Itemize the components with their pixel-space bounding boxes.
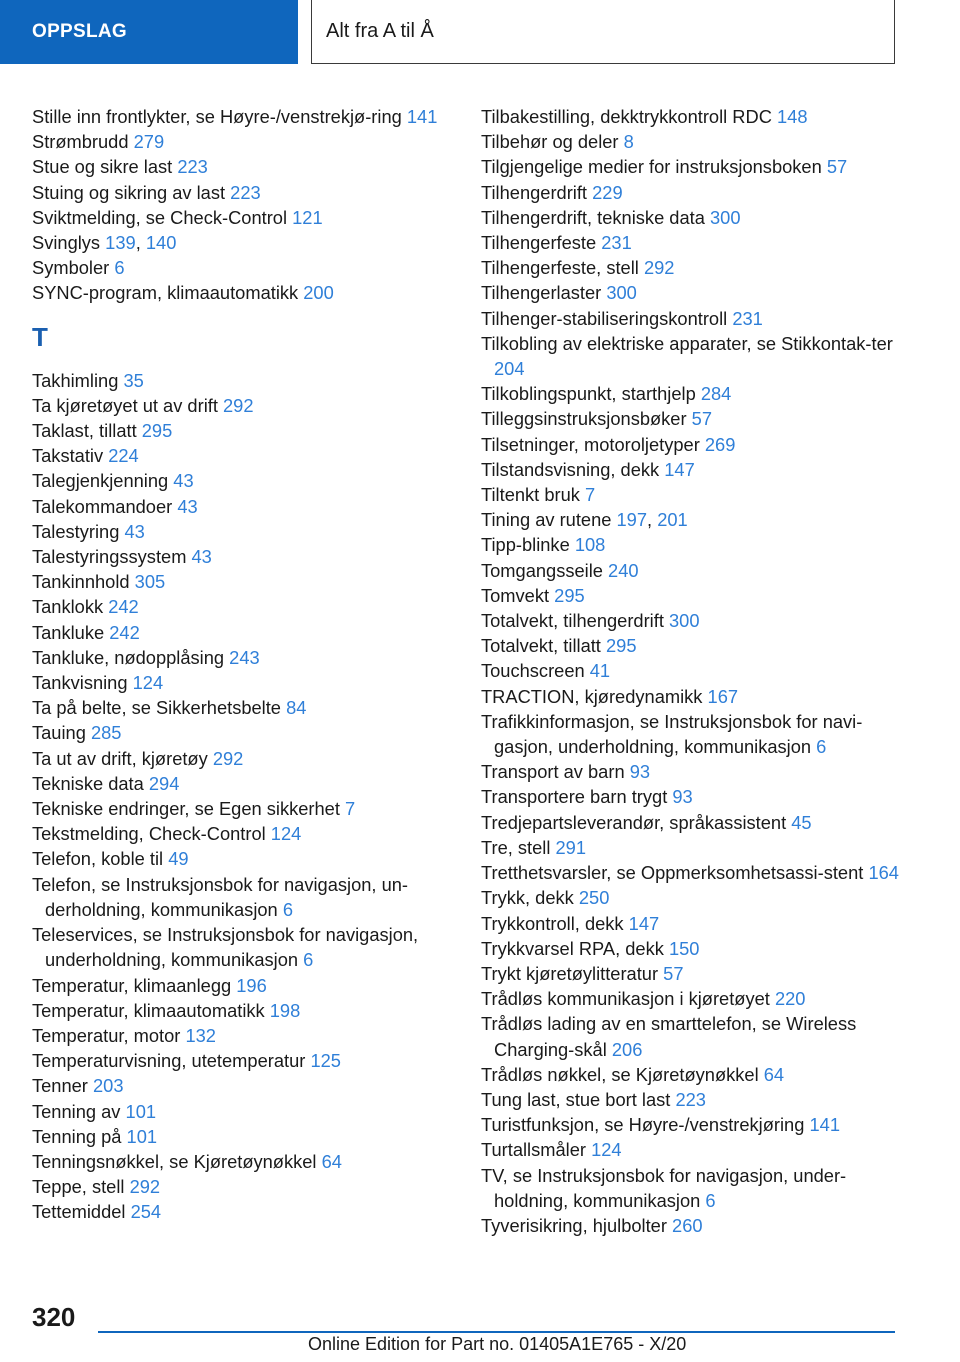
index-term: Transport av barn bbox=[481, 761, 625, 783]
index-term: Tilleggsinstruksjonsbøker bbox=[481, 408, 687, 430]
index-entry bbox=[481, 961, 901, 986]
index-entry bbox=[32, 154, 442, 179]
index-entry bbox=[32, 104, 442, 129]
page-reference-link[interactable]: 8 bbox=[623, 131, 634, 153]
index-entry bbox=[32, 796, 442, 821]
page-reference-link[interactable]: 223 bbox=[230, 181, 261, 203]
page-reference-link[interactable]: 101 bbox=[125, 1100, 157, 1122]
index-entry bbox=[32, 468, 442, 493]
page-reference-link[interactable]: 108 bbox=[574, 534, 606, 556]
page-reference-link[interactable]: 141 bbox=[809, 1114, 841, 1136]
page-reference-link[interactable]: 84 bbox=[286, 697, 307, 719]
page-reference-link[interactable]: 292 bbox=[643, 257, 675, 279]
section-letter: T bbox=[32, 321, 48, 352]
index-entry bbox=[481, 1213, 901, 1238]
index-term: Tilhengerfeste, stell bbox=[481, 257, 639, 279]
index-term: Tenning på bbox=[32, 1125, 122, 1147]
index-term: Telefon, koble til bbox=[32, 848, 164, 870]
page-reference-link[interactable]: 220 bbox=[774, 988, 806, 1010]
page-reference-link[interactable]: 124 bbox=[132, 672, 164, 694]
index-term: Tenning av bbox=[32, 1100, 121, 1122]
index-term: Temperatur, klimaautomatikk bbox=[32, 999, 265, 1021]
index-term: Tauing bbox=[32, 722, 86, 744]
index-term: Tilstandsvisning, dekk bbox=[481, 458, 660, 480]
page-number: 320 bbox=[32, 1302, 76, 1332]
page-reference-link[interactable]: 295 bbox=[605, 635, 637, 657]
page-reference-link[interactable]: 140 bbox=[145, 232, 177, 254]
index-term: Tilgjengelige medier for instruksjonsboken bbox=[481, 156, 822, 178]
page-reference-link[interactable]: 121 bbox=[292, 206, 323, 228]
index-term: Totalvekt, tillatt bbox=[481, 635, 601, 657]
page-reference-link[interactable]: 201 bbox=[657, 509, 688, 531]
page-reference-link[interactable]: 139 bbox=[105, 232, 136, 254]
index-term: Tekniske data bbox=[32, 772, 144, 794]
page-reference-link[interactable]: 198 bbox=[269, 999, 301, 1021]
index-entry bbox=[32, 255, 442, 280]
index-entry bbox=[32, 1174, 442, 1199]
index-entry bbox=[481, 129, 901, 154]
page-reference-link[interactable]: 269 bbox=[704, 433, 736, 455]
page-reference-link[interactable]: 295 bbox=[554, 584, 585, 606]
index-term: Tredjepartsleverandør, språkassistent bbox=[481, 811, 787, 833]
page-reference-link[interactable]: 35 bbox=[123, 369, 144, 391]
index-entry bbox=[32, 368, 442, 393]
page-reference-link[interactable]: 141 bbox=[406, 106, 438, 127]
page-reference-link[interactable]: 294 bbox=[148, 772, 180, 794]
page-reference-link[interactable]: 203 bbox=[93, 1075, 124, 1097]
index-entry bbox=[481, 1137, 901, 1162]
page-reference-link[interactable]: 250 bbox=[578, 887, 610, 909]
index-entry bbox=[32, 620, 442, 645]
index-entry bbox=[481, 658, 901, 683]
page-reference-link[interactable]: 7 bbox=[584, 484, 596, 506]
index-entry bbox=[481, 532, 901, 557]
index-term: Tenningsnøkkel, se Kjøretøynøkkel bbox=[32, 1150, 317, 1172]
page-reference-link[interactable]: 6 bbox=[705, 1189, 716, 1211]
page-reference-link[interactable]: 43 bbox=[173, 470, 194, 492]
index-entry bbox=[32, 1124, 442, 1149]
index-entry bbox=[481, 885, 901, 910]
index-term: Teppe, stell bbox=[32, 1176, 125, 1198]
index-term: Tre, stell bbox=[481, 836, 551, 858]
index-entry bbox=[481, 1062, 901, 1087]
index-term: Strømbrudd bbox=[32, 131, 129, 153]
index-entry bbox=[32, 846, 442, 871]
page-reference-link[interactable]: 101 bbox=[126, 1125, 158, 1147]
index-term: Tilhengerfeste bbox=[481, 232, 597, 254]
index-term: Tretthetsvarsler, se Oppmerksomhetsassi-stent bbox=[481, 862, 864, 884]
page-reference-link[interactable]: 6 bbox=[303, 949, 314, 971]
index-entry bbox=[32, 418, 442, 443]
page-reference-link[interactable]: 254 bbox=[130, 1201, 162, 1223]
index-list-t bbox=[32, 368, 442, 1225]
index-term: Ta kjøretøyet ut av drift bbox=[32, 394, 218, 416]
index-entry bbox=[481, 608, 901, 633]
index-term: Tung last, stue bort last bbox=[481, 1088, 671, 1110]
index-entry bbox=[481, 306, 901, 331]
index-term: Tilsetninger, motoroljetyper bbox=[481, 433, 700, 455]
page-reference-link[interactable]: 300 bbox=[710, 206, 741, 228]
page-reference-link[interactable]: 242 bbox=[109, 621, 140, 643]
index-term: Tiltenkt bruk bbox=[481, 484, 580, 506]
index-list-t-continued bbox=[481, 104, 901, 1238]
index-entry bbox=[32, 1199, 442, 1224]
page-reference-link[interactable]: 7 bbox=[345, 798, 356, 820]
index-term: Trådløs nøkkel, se Kjøretøynøkkel bbox=[481, 1063, 759, 1085]
page-reference-link[interactable]: 45 bbox=[791, 811, 812, 833]
index-entry bbox=[32, 821, 442, 846]
index-term: Trykt kjøretøylitteratur bbox=[481, 962, 659, 984]
page-reference-link[interactable]: 231 bbox=[732, 307, 763, 329]
index-entry bbox=[32, 746, 442, 771]
page-reference-link[interactable]: 164 bbox=[868, 862, 899, 884]
index-entry bbox=[32, 393, 442, 418]
index-entry bbox=[32, 1149, 442, 1174]
index-entry bbox=[481, 1163, 901, 1213]
index-entry bbox=[481, 684, 901, 709]
index-entry bbox=[32, 280, 442, 305]
index-entry bbox=[481, 810, 901, 835]
index-entry bbox=[481, 406, 901, 431]
page-reference-link[interactable]: 279 bbox=[133, 131, 165, 153]
index-term: Tomgangsseile bbox=[481, 559, 603, 581]
page-reference-link[interactable]: 223 bbox=[675, 1088, 706, 1110]
edition-footer: Online Edition for Part no. 01405A1E765 - X/20 bbox=[308, 1334, 687, 1354]
page-reference-link[interactable]: 206 bbox=[611, 1038, 643, 1060]
page-reference-link[interactable]: 300 bbox=[669, 610, 700, 632]
index-term: Stille inn frontlykter, se Høyre-/venstrekjø-ring bbox=[32, 106, 402, 127]
index-entry bbox=[32, 494, 442, 519]
index-entry bbox=[481, 104, 901, 129]
index-entry bbox=[481, 633, 901, 658]
index-term: TV, se Instruksjonsbok for navigasjon, under-holdning, kommunikasjon bbox=[481, 1164, 847, 1211]
page-reference-link[interactable]: 148 bbox=[777, 106, 808, 127]
page-reference-link[interactable]: 150 bbox=[668, 937, 700, 959]
footer-divider bbox=[98, 1331, 895, 1333]
index-entry bbox=[481, 280, 901, 305]
index-term: Tilkoblingspunkt, starthjelp bbox=[481, 383, 696, 405]
index-term: Trykkvarsel RPA, dekk bbox=[481, 937, 664, 959]
index-entry bbox=[32, 695, 442, 720]
page-reference-link[interactable]: 243 bbox=[229, 646, 260, 668]
page-reference-link[interactable]: 6 bbox=[114, 257, 125, 279]
page-reference-link[interactable]: 43 bbox=[191, 546, 212, 568]
index-term: Touchscreen bbox=[481, 660, 585, 682]
page-reference-link[interactable]: 124 bbox=[591, 1139, 622, 1161]
page-reference-link[interactable]: 231 bbox=[601, 232, 632, 254]
page-reference-link[interactable]: 292 bbox=[212, 747, 244, 769]
index-term: Teleservices, se Instruksjonsbok for navigasjon, underholdning, kommunikasjon bbox=[32, 924, 419, 971]
index-entry: Tining av rutene 197, 201 bbox=[481, 509, 688, 531]
page-reference-link[interactable]: 204 bbox=[494, 358, 525, 380]
index-entry bbox=[481, 835, 901, 860]
index-entry bbox=[481, 482, 901, 507]
index-entry bbox=[481, 457, 901, 482]
index-term: Turtallsmåler bbox=[481, 1139, 586, 1161]
index-entry bbox=[481, 1011, 901, 1061]
index-term: Tankluke bbox=[32, 621, 105, 643]
index-term: Talegjenkjenning bbox=[32, 470, 169, 492]
page-reference-link[interactable]: 43 bbox=[124, 520, 145, 542]
index-entry bbox=[481, 381, 901, 406]
index-term: Temperaturvisning, utetemperatur bbox=[32, 1050, 306, 1072]
index-entry bbox=[32, 180, 442, 205]
index-entry bbox=[481, 205, 901, 230]
page-reference-link[interactable]: 57 bbox=[663, 962, 684, 984]
index-term: Taklast, tillatt bbox=[32, 420, 137, 442]
index-term: Tilhenger-stabiliseringskontroll bbox=[481, 307, 728, 329]
page-reference-link[interactable]: 64 bbox=[763, 1063, 785, 1085]
index-entry bbox=[32, 443, 442, 468]
section-tab: OPPSLAG bbox=[0, 0, 298, 64]
index-term: Tipp-blinke bbox=[481, 534, 570, 556]
index-term: Stuing og sikring av last bbox=[32, 181, 226, 203]
index-term: Tankinnhold bbox=[32, 571, 130, 593]
index-column-right bbox=[481, 104, 901, 1238]
index-term: Trådløs lading av en smarttelefon, se Wireless Charging-skål bbox=[481, 1013, 857, 1060]
page-reference-link[interactable]: 132 bbox=[185, 1024, 216, 1046]
index-entry bbox=[481, 1112, 901, 1137]
index-term: Tettemiddel bbox=[32, 1201, 126, 1223]
index-entry bbox=[481, 558, 901, 583]
index-column-left bbox=[32, 104, 442, 1225]
index-entry bbox=[481, 911, 901, 936]
index-entry bbox=[32, 1099, 442, 1124]
page-reference-link[interactable]: 93 bbox=[629, 761, 651, 783]
index-term: Tilhengerdrift, tekniske data bbox=[481, 206, 705, 228]
index-term: TRACTION, kjøredynamikk bbox=[481, 685, 703, 707]
page-reference-link[interactable]: 224 bbox=[108, 445, 139, 467]
index-entry bbox=[481, 860, 901, 885]
page-reference-link[interactable]: 197 bbox=[616, 509, 648, 531]
index-term: Ta på belte, se Sikkerhetsbelte bbox=[32, 697, 281, 719]
index-term: Totalvekt, tilhengerdrift bbox=[481, 610, 664, 632]
chapter-title: Alt fra A til Å bbox=[311, 0, 895, 64]
index-entry bbox=[32, 544, 442, 569]
index-term: Talestyring bbox=[32, 520, 120, 542]
index-entry bbox=[481, 180, 901, 205]
index-entry bbox=[481, 1087, 901, 1112]
index-term: Tomvekt bbox=[481, 584, 550, 606]
index-entry bbox=[481, 230, 901, 255]
index-entry bbox=[32, 1023, 442, 1048]
index-term: Telefon, se Instruksjonsbok for navigasjon, un-derholdning, kommunikasjon bbox=[32, 873, 408, 920]
index-term: Stue og sikre last bbox=[32, 156, 173, 178]
index-entry bbox=[32, 922, 442, 972]
page-reference-link[interactable]: 64 bbox=[321, 1150, 342, 1172]
index-term: Tilbakestilling, dekktrykkontroll RDC bbox=[481, 106, 772, 127]
index-entry bbox=[32, 519, 442, 544]
index-term: SYNC-program, klimaautomatikk bbox=[32, 282, 299, 304]
index-term: Tilbehør og deler bbox=[481, 131, 619, 153]
index-entry bbox=[481, 331, 901, 381]
page-reference-link[interactable]: 284 bbox=[700, 383, 732, 405]
index-entry bbox=[32, 645, 442, 670]
page-reference-link[interactable]: 295 bbox=[141, 420, 173, 442]
index-entry bbox=[481, 986, 901, 1011]
page-reference-link[interactable]: 49 bbox=[168, 848, 189, 870]
index-entry bbox=[32, 670, 442, 695]
index-term: Symboler bbox=[32, 257, 110, 279]
index-list-s bbox=[32, 104, 442, 306]
page-reference-link[interactable]: 285 bbox=[90, 722, 122, 744]
page-reference-link[interactable]: 147 bbox=[664, 458, 695, 480]
index-term: Talestyringssystem bbox=[32, 546, 187, 568]
page-reference-link[interactable]: 125 bbox=[310, 1050, 341, 1072]
index-entry bbox=[32, 720, 442, 745]
index-term: Talekommandoer bbox=[32, 495, 173, 517]
page-reference-link[interactable]: 200 bbox=[303, 282, 334, 304]
index-entry bbox=[32, 973, 442, 998]
index-term: Tekniske endringer, se Egen sikkerhet bbox=[32, 798, 340, 820]
index-term: Turistfunksjon, se Høyre-/venstrekjøring bbox=[481, 1114, 805, 1136]
index-entry bbox=[481, 154, 901, 179]
index-entry bbox=[32, 205, 442, 230]
page-reference-link[interactable]: 300 bbox=[606, 282, 637, 304]
index-entry bbox=[32, 129, 442, 154]
page-reference-link[interactable]: 147 bbox=[628, 912, 660, 934]
index-term: Tenner bbox=[32, 1075, 88, 1097]
index-term: Tilkobling av elektriske apparater, se Stikkontak-ter bbox=[481, 332, 893, 354]
page-reference-link[interactable]: 229 bbox=[592, 181, 623, 203]
page-reference-link[interactable]: 57 bbox=[826, 156, 848, 178]
index-term: Takhimling bbox=[32, 369, 119, 391]
page-reference-link[interactable]: 41 bbox=[589, 660, 611, 682]
index-term: Tankluke, nødopplåsing bbox=[32, 646, 225, 668]
page-reference-link[interactable]: 240 bbox=[608, 559, 639, 581]
index-term: Svinglys bbox=[32, 232, 101, 254]
page-reference-link[interactable]: 292 bbox=[223, 394, 254, 416]
page-reference-link[interactable]: 292 bbox=[129, 1176, 161, 1198]
page-reference-link[interactable]: 57 bbox=[691, 408, 713, 430]
index-entry bbox=[32, 1048, 442, 1073]
index-term: Tining av rutene bbox=[481, 509, 612, 531]
index-term: Trykk, dekk bbox=[481, 887, 574, 909]
index-entry bbox=[32, 998, 442, 1023]
index-term: Tankvisning bbox=[32, 672, 128, 694]
index-entry bbox=[481, 784, 901, 809]
page-reference-link[interactable]: 291 bbox=[555, 836, 587, 858]
index-term: Trådløs kommunikasjon i kjøretøyet bbox=[481, 988, 770, 1010]
page-reference-link[interactable]: 223 bbox=[177, 156, 208, 178]
index-entry bbox=[481, 759, 901, 784]
index-term: Ta ut av drift, kjøretøy bbox=[32, 747, 208, 769]
index-entry bbox=[32, 771, 442, 796]
index-term: Tanklokk bbox=[32, 596, 104, 618]
page-reference-link[interactable]: 167 bbox=[707, 685, 739, 707]
index-term: Tilhengerlaster bbox=[481, 282, 602, 304]
index-term: Sviktmelding, se Check-Control bbox=[32, 206, 288, 228]
index-entry bbox=[32, 569, 442, 594]
index-term: Trykkontroll, dekk bbox=[481, 912, 624, 934]
page-reference-link[interactable]: 196 bbox=[236, 974, 267, 996]
index-term: Tyverisikring, hjulbolter bbox=[481, 1214, 667, 1236]
index-term: Temperatur, klimaanlegg bbox=[32, 974, 232, 996]
index-entry bbox=[481, 583, 901, 608]
page-reference-link[interactable]: 260 bbox=[672, 1214, 703, 1236]
page-reference-link[interactable]: 305 bbox=[134, 571, 166, 593]
index-term: Trafikkinformasjon, se Instruksjonsbok for navi-gasjon, underholdning, kommunikasjon bbox=[481, 710, 863, 758]
index-entry bbox=[481, 255, 901, 280]
index-entry bbox=[481, 936, 901, 961]
page-reference-link[interactable]: 124 bbox=[270, 823, 302, 845]
index-term: Temperatur, motor bbox=[32, 1024, 181, 1046]
index-entry: Svinglys 139, 140 bbox=[32, 232, 177, 254]
index-term: Takstativ bbox=[32, 445, 104, 467]
index-term: Transportere barn trygt bbox=[481, 786, 668, 808]
index-entry bbox=[32, 594, 442, 619]
page-reference-link[interactable]: 43 bbox=[177, 495, 198, 517]
page-reference-link[interactable]: 6 bbox=[816, 736, 827, 758]
index-entry bbox=[32, 1073, 442, 1098]
index-entry bbox=[32, 872, 442, 922]
index-entry bbox=[481, 709, 901, 759]
page-reference-link[interactable]: 93 bbox=[672, 786, 693, 808]
page-reference-link[interactable]: 242 bbox=[108, 596, 139, 618]
page-reference-link[interactable]: 6 bbox=[282, 898, 293, 920]
index-term: Tilhengerdrift bbox=[481, 181, 588, 203]
index-term: Tekstmelding, Check-Control bbox=[32, 823, 266, 845]
index-entry bbox=[481, 432, 901, 457]
